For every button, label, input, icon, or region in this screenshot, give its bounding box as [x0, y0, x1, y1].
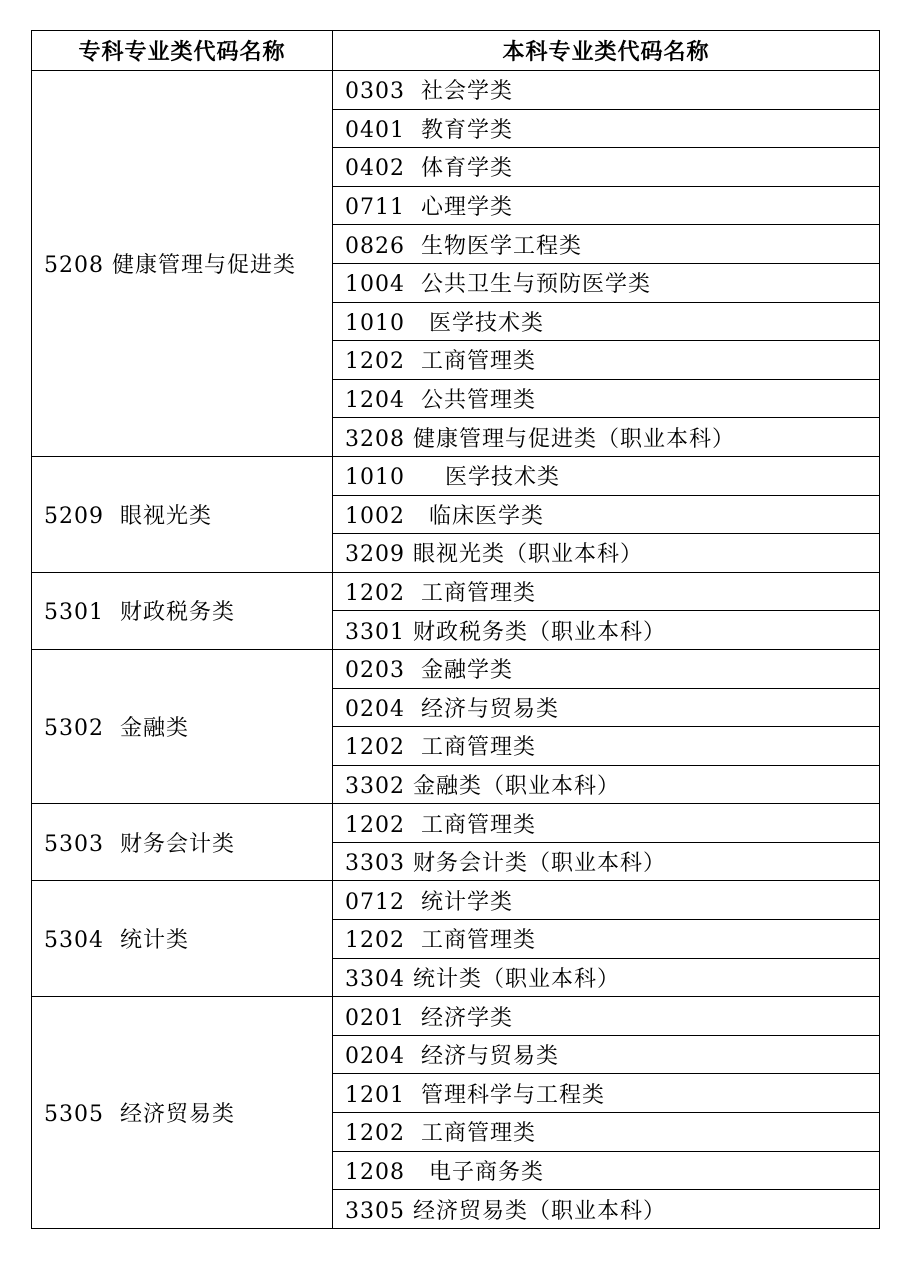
- undergraduate-category-cell: 0204 经济与贸易类: [333, 1035, 880, 1074]
- undergraduate-category-cell: 1208 电子商务类: [333, 1151, 880, 1190]
- undergraduate-category-cell: 0402 体育学类: [333, 148, 880, 187]
- undergraduate-category-cell: 0401 教育学类: [333, 109, 880, 148]
- vocational-category-cell: 5303 财务会计类: [32, 804, 333, 881]
- undergraduate-category-cell: 1004 公共卫生与预防医学类: [333, 263, 880, 302]
- undergraduate-category-cell: 3302 金融类（职业本科）: [333, 765, 880, 804]
- vocational-category-cell: 5304 统计类: [32, 881, 333, 997]
- table-row: [32, 997, 880, 1036]
- undergraduate-category-cell: 1201 管理科学与工程类: [333, 1074, 880, 1113]
- undergraduate-category-cell: 1010 医学技术类: [333, 456, 880, 495]
- vocational-category-cell: 5305 经济贸易类: [32, 997, 333, 1229]
- vocational-category-cell: 5209 眼视光类: [32, 456, 333, 572]
- undergraduate-category-cell: 1202 工商管理类: [333, 572, 880, 611]
- major-mapping-table: [31, 30, 880, 1229]
- undergraduate-category-cell: 1202 工商管理类: [333, 727, 880, 766]
- undergraduate-category-cell: 0303 社会学类: [333, 71, 880, 110]
- undergraduate-category-cell: 3303 财务会计类（职业本科）: [333, 842, 880, 881]
- vocational-category-cell: 5301 财政税务类: [32, 572, 333, 649]
- undergraduate-category-cell: 1202 工商管理类: [333, 341, 880, 380]
- undergraduate-category-cell: 1204 公共管理类: [333, 379, 880, 418]
- vocational-category-cell: 5302 金融类: [32, 649, 333, 803]
- table-row: [32, 881, 880, 920]
- undergraduate-category-cell: 0203 金融学类: [333, 649, 880, 688]
- undergraduate-category-cell: 3305 经济贸易类（职业本科）: [333, 1190, 880, 1229]
- table-row: [32, 456, 880, 495]
- undergraduate-category-cell: 0711 心理学类: [333, 186, 880, 225]
- vocational-category-cell: 5208 健康管理与促进类: [32, 71, 333, 457]
- table-row: [32, 649, 880, 688]
- undergraduate-category-cell: 1010 医学技术类: [333, 302, 880, 341]
- undergraduate-category-cell: 0201 经济学类: [333, 997, 880, 1036]
- undergraduate-category-cell: 1202 工商管理类: [333, 804, 880, 843]
- undergraduate-category-cell: 3301 财政税务类（职业本科）: [333, 611, 880, 650]
- undergraduate-category-cell: 3208 健康管理与促进类（职业本科）: [333, 418, 880, 457]
- undergraduate-category-cell: 1202 工商管理类: [333, 920, 880, 959]
- table-row: [32, 71, 880, 110]
- undergraduate-category-cell: 3304 统计类（职业本科）: [333, 958, 880, 997]
- header-col2: 本科专业类代码名称: [333, 31, 880, 71]
- header-col1: 专科专业类代码名称: [32, 31, 333, 71]
- undergraduate-category-cell: 1202 工商管理类: [333, 1113, 880, 1152]
- undergraduate-category-cell: 0712 统计学类: [333, 881, 880, 920]
- table-row: [32, 804, 880, 843]
- header-row: [32, 31, 880, 71]
- table-body: [32, 71, 880, 1229]
- undergraduate-category-cell: 0204 经济与贸易类: [333, 688, 880, 727]
- undergraduate-category-cell: 0826 生物医学工程类: [333, 225, 880, 264]
- undergraduate-category-cell: 3209 眼视光类（职业本科）: [333, 534, 880, 573]
- undergraduate-category-cell: 1002 临床医学类: [333, 495, 880, 534]
- table-row: [32, 572, 880, 611]
